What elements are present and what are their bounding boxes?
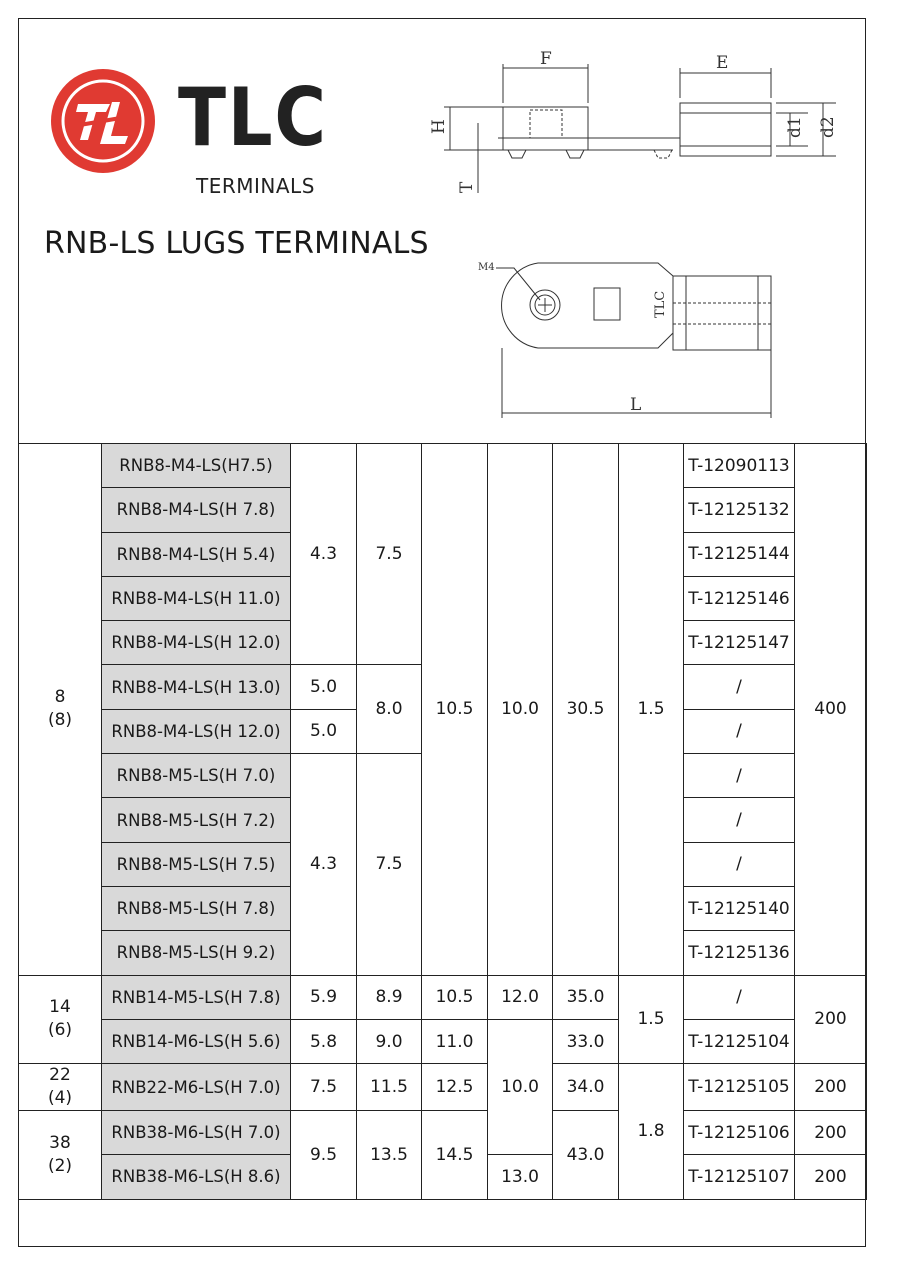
- code-cell: /: [684, 665, 795, 709]
- f-cell: 10.0: [488, 444, 553, 976]
- model-cell: RNB8-M5-LS(H 7.5): [102, 842, 291, 886]
- dim-d1-label: d1: [785, 116, 805, 138]
- model-cell: RNB14-M5-LS(H 7.8): [102, 975, 291, 1019]
- dim-T-label: T: [457, 181, 477, 193]
- brand-subtitle: TERMINALS: [196, 174, 315, 198]
- pack-cell: 200: [795, 1111, 867, 1155]
- terminal-drawing: [18, 18, 866, 443]
- brand-name: TLC: [178, 71, 328, 164]
- d2-cell: 7.5: [357, 444, 422, 665]
- d2-cell: 7.5: [357, 754, 422, 975]
- gauge-cell: 38 (2): [19, 1111, 102, 1200]
- t-cell: 1.5: [619, 975, 684, 1064]
- d1-cell: 9.5: [291, 1111, 357, 1200]
- f-cell: 12.0: [488, 975, 553, 1019]
- code-cell: /: [684, 754, 795, 798]
- code-cell: T-12125132: [684, 488, 795, 532]
- d2-cell: 11.5: [357, 1064, 422, 1111]
- pack-cell: 200: [795, 1155, 867, 1199]
- code-cell: /: [684, 842, 795, 886]
- model-cell: RNB8-M4-LS(H 11.0): [102, 576, 291, 620]
- model-cell: RNB8-M4-LS(H 12.0): [102, 709, 291, 753]
- code-cell: T-12090113: [684, 444, 795, 488]
- pack-cell: 400: [795, 444, 867, 976]
- l-cell: 43.0: [553, 1111, 619, 1200]
- d1-cell: 5.9: [291, 975, 357, 1019]
- table-row: [19, 1019, 867, 1063]
- code-cell: /: [684, 798, 795, 842]
- l-cell: 30.5: [553, 444, 619, 976]
- f-cell: 10.0: [488, 1019, 553, 1154]
- code-cell: T-12125147: [684, 621, 795, 665]
- l-cell: 35.0: [553, 975, 619, 1019]
- model-cell: RNB8-M4-LS(H 12.0): [102, 621, 291, 665]
- code-cell: T-12125106: [684, 1111, 795, 1155]
- d1-cell: 4.3: [291, 444, 357, 665]
- d2-cell: 8.0: [357, 665, 422, 754]
- stud-label: M4: [478, 262, 495, 273]
- dim-d2-label: d2: [818, 116, 838, 138]
- dim-L-label: L: [630, 395, 642, 415]
- d1-cell: 5.0: [291, 709, 357, 753]
- d2-cell: 9.0: [357, 1019, 422, 1063]
- d1-cell: 4.3: [291, 754, 357, 975]
- l-cell: 33.0: [553, 1019, 619, 1063]
- pack-cell: 200: [795, 1064, 867, 1111]
- table-row: [19, 975, 867, 1019]
- dim-H-label: H: [429, 119, 449, 134]
- code-cell: T-12125105: [684, 1064, 795, 1111]
- d1-cell: 5.0: [291, 665, 357, 709]
- code-cell: T-12125140: [684, 886, 795, 930]
- code-cell: T-12125136: [684, 931, 795, 975]
- model-cell: RNB8-M4-LS(H7.5): [102, 444, 291, 488]
- code-cell: T-12125104: [684, 1019, 795, 1063]
- e-cell: 11.0: [422, 1019, 488, 1063]
- page-title: RNB-LS LUGS TERMINALS: [44, 226, 429, 261]
- model-cell: RNB8-M4-LS(H 13.0): [102, 665, 291, 709]
- model-cell: RNB38-M6-LS(H 7.0): [102, 1111, 291, 1155]
- f-cell: 13.0: [488, 1155, 553, 1199]
- code-cell: /: [684, 709, 795, 753]
- t-cell: 1.8: [619, 1064, 684, 1199]
- t-cell: 1.5: [619, 444, 684, 976]
- code-cell: T-12125146: [684, 576, 795, 620]
- dim-E-label: E: [716, 53, 729, 73]
- e-cell: 12.5: [422, 1064, 488, 1111]
- e-cell: 14.5: [422, 1111, 488, 1200]
- model-cell: RNB14-M6-LS(H 5.6): [102, 1019, 291, 1063]
- code-cell: T-12125107: [684, 1155, 795, 1199]
- table-row: [19, 444, 867, 488]
- l-cell: 34.0: [553, 1064, 619, 1111]
- e-cell: 10.5: [422, 975, 488, 1019]
- d1-cell: 7.5: [291, 1064, 357, 1111]
- table-row: [19, 1064, 867, 1111]
- spec-table: [18, 443, 867, 1200]
- pack-cell: 200: [795, 975, 867, 1064]
- model-cell: RNB8-M5-LS(H 7.2): [102, 798, 291, 842]
- gauge-cell: 14 (6): [19, 975, 102, 1064]
- d2-cell: 8.9: [357, 975, 422, 1019]
- model-cell: RNB8-M4-LS(H 7.8): [102, 488, 291, 532]
- table-row: [19, 1111, 867, 1155]
- model-cell: RNB8-M5-LS(H 7.0): [102, 754, 291, 798]
- code-cell: /: [684, 975, 795, 1019]
- gauge-cell: 8 (8): [19, 444, 102, 976]
- model-cell: RNB8-M4-LS(H 5.4): [102, 532, 291, 576]
- model-cell: RNB8-M5-LS(H 7.8): [102, 886, 291, 930]
- model-cell: RNB22-M6-LS(H 7.0): [102, 1064, 291, 1111]
- model-cell: RNB38-M6-LS(H 8.6): [102, 1155, 291, 1199]
- e-cell: 10.5: [422, 444, 488, 976]
- dim-F-label: F: [540, 49, 552, 69]
- d1-cell: 5.8: [291, 1019, 357, 1063]
- header: [18, 18, 866, 443]
- gauge-cell: 22 (4): [19, 1064, 102, 1111]
- code-cell: T-12125144: [684, 532, 795, 576]
- d2-cell: 13.5: [357, 1111, 422, 1200]
- model-cell: RNB8-M5-LS(H 9.2): [102, 931, 291, 975]
- stamp-label: TLC: [653, 290, 668, 318]
